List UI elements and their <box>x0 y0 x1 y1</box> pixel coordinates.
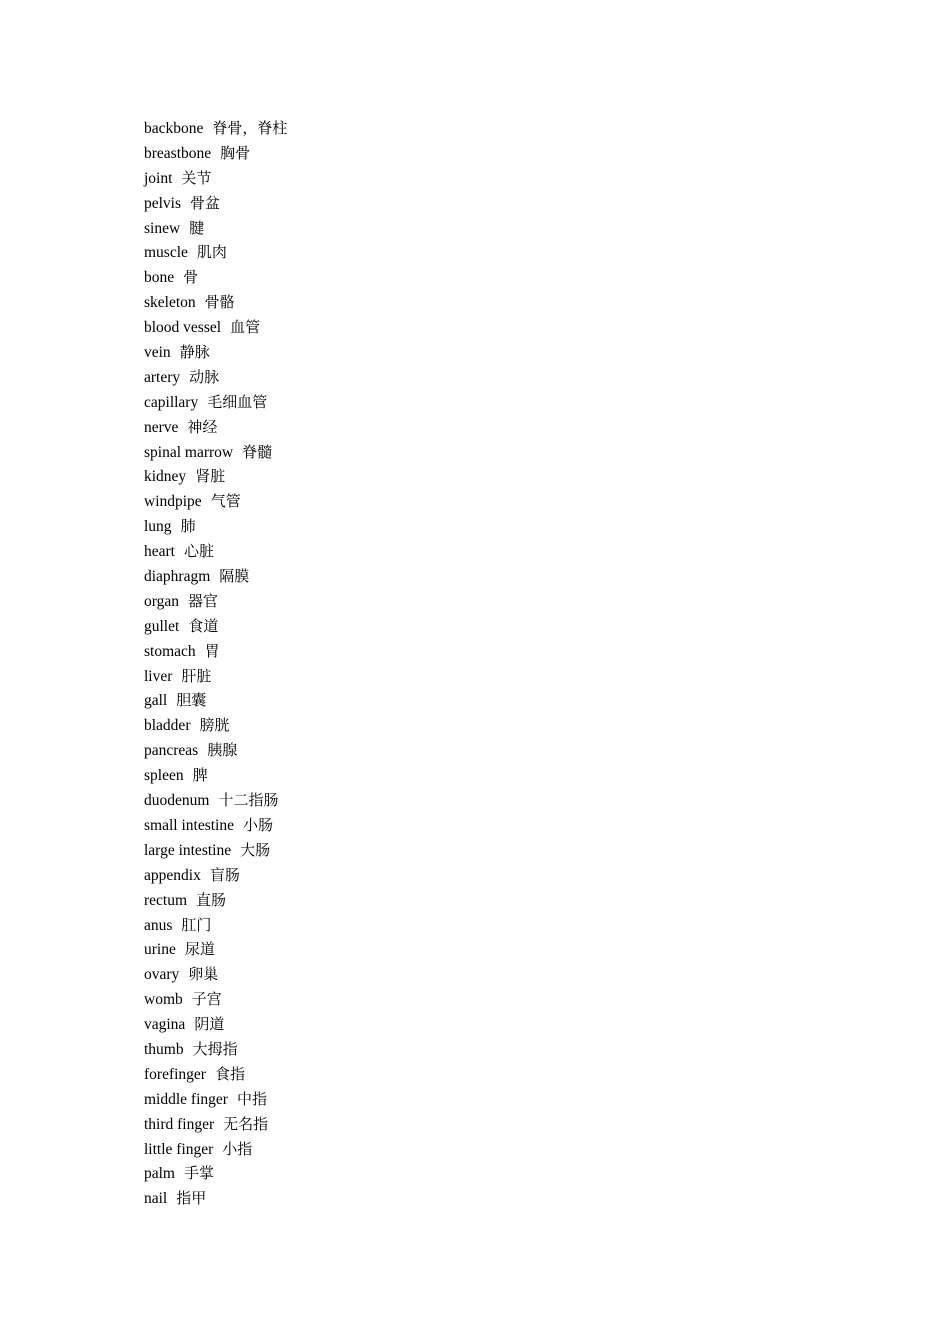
vocab-term: liver <box>144 667 173 685</box>
vocab-entry <box>144 240 287 265</box>
vocab-term: vagina <box>144 1016 186 1034</box>
vocab-translation: 关节 <box>181 168 212 187</box>
vocabulary-list <box>144 116 287 1211</box>
vocab-translation: 肌肉 <box>196 243 227 262</box>
vocab-entry <box>144 390 287 415</box>
vocab-entry <box>144 589 287 614</box>
vocab-term: heart <box>144 543 175 561</box>
vocab-term: vein <box>144 344 171 362</box>
vocab-term: diaphragm <box>144 568 211 586</box>
vocab-entry <box>144 888 287 913</box>
vocab-term: bone <box>144 269 175 287</box>
vocab-entry <box>144 514 287 539</box>
vocab-term: small intestine <box>144 816 234 834</box>
vocab-term: forefinger <box>144 1065 206 1083</box>
vocab-translation: 脾 <box>192 766 208 785</box>
vocab-translation: 动脉 <box>189 367 220 386</box>
vocab-translation: 胆囊 <box>176 691 207 710</box>
vocab-translation: 子宫 <box>191 990 222 1009</box>
vocab-term: womb <box>144 991 183 1009</box>
vocab-term: pancreas <box>144 742 199 760</box>
vocab-translation: 大拇指 <box>192 1039 238 1058</box>
vocab-translation: 食道 <box>188 616 219 635</box>
vocab-translation: 胰腺 <box>207 741 238 760</box>
vocab-entry <box>144 1087 287 1112</box>
vocab-translation: 盲肠 <box>209 865 240 884</box>
vocab-term: pelvis <box>144 194 182 212</box>
vocab-entry <box>144 688 287 713</box>
vocab-entry <box>144 639 287 664</box>
vocab-translation: 指甲 <box>176 1189 207 1208</box>
vocab-term: palm <box>144 1165 175 1183</box>
vocab-translation: 卵巢 <box>188 965 219 984</box>
vocab-entry <box>144 788 287 813</box>
vocab-entry <box>144 1012 287 1037</box>
vocab-entry <box>144 913 287 938</box>
vocab-term: gall <box>144 692 168 710</box>
vocab-term: little finger <box>144 1140 214 1158</box>
vocab-translation: 血管 <box>230 318 261 337</box>
vocab-translation: 肝脏 <box>181 666 212 685</box>
vocab-entry <box>144 365 287 390</box>
vocab-entry <box>144 315 287 340</box>
vocab-translation: 神经 <box>187 417 218 436</box>
vocab-entry <box>144 1062 287 1087</box>
vocab-term: kidney <box>144 468 187 486</box>
vocab-entry <box>144 1161 287 1186</box>
vocab-entry <box>144 738 287 763</box>
vocab-translation: 器官 <box>188 591 219 610</box>
vocab-entry <box>144 838 287 863</box>
vocab-entry <box>144 116 287 141</box>
vocab-term: nerve <box>144 418 179 436</box>
vocab-term: spleen <box>144 767 184 785</box>
vocab-translation: 小指 <box>222 1139 253 1158</box>
vocab-translation: 小肠 <box>242 815 273 834</box>
vocab-entry <box>144 614 287 639</box>
vocab-translation: 肛门 <box>181 915 212 934</box>
vocab-entry <box>144 415 287 440</box>
vocab-term: stomach <box>144 642 196 660</box>
vocab-term: backbone <box>144 120 204 137</box>
vocab-translation: 骨盆 <box>190 193 221 212</box>
vocab-entry <box>144 464 287 489</box>
vocab-term: bladder <box>144 717 191 735</box>
vocab-entry <box>144 290 287 315</box>
vocab-entry <box>144 141 287 166</box>
vocab-entry <box>144 564 287 589</box>
vocab-translation: 腱 <box>189 218 205 237</box>
vocab-translation: 隔膜 <box>219 567 250 586</box>
vocab-term: joint <box>144 169 173 187</box>
vocab-term: third finger <box>144 1115 215 1133</box>
vocab-term: appendix <box>144 866 201 884</box>
vocab-term: duodenum <box>144 792 210 810</box>
vocab-entry <box>144 763 287 788</box>
vocab-term: capillary <box>144 393 199 411</box>
vocab-term: blood vessel <box>144 319 222 337</box>
vocab-translation: 心脏 <box>183 542 214 561</box>
vocab-entry <box>144 191 287 216</box>
vocab-entry <box>144 937 287 962</box>
vocab-term: skeleton <box>144 294 196 312</box>
vocab-entry <box>144 1112 287 1137</box>
vocab-translation: 中指 <box>236 1089 267 1108</box>
vocab-entry <box>144 987 287 1012</box>
vocab-term: middle finger <box>144 1090 228 1108</box>
vocab-translation: 静脉 <box>179 343 210 362</box>
vocab-entry <box>144 216 287 241</box>
vocab-translation: 食指 <box>214 1064 245 1083</box>
vocab-term: spinal marrow <box>144 443 234 461</box>
vocab-entry <box>144 813 287 838</box>
vocab-entry <box>144 1137 287 1162</box>
vocab-entry <box>144 713 287 738</box>
vocab-translation: 肾脏 <box>195 467 226 486</box>
vocab-entry <box>144 539 287 564</box>
vocab-translation: 脊骨，脊柱 <box>212 119 288 137</box>
vocab-term: urine <box>144 941 176 959</box>
vocab-entry <box>144 340 287 365</box>
vocab-entry <box>144 664 287 689</box>
vocab-translation: 骨 <box>183 268 199 287</box>
vocab-term: lung <box>144 518 172 536</box>
vocab-translation: 胃 <box>204 641 220 660</box>
vocab-entry <box>144 440 287 465</box>
vocab-term: sinew <box>144 219 181 237</box>
vocab-translation: 肺 <box>180 517 196 536</box>
vocab-entry <box>144 962 287 987</box>
vocab-term: rectum <box>144 891 188 909</box>
vocab-term: artery <box>144 368 181 386</box>
vocab-term: gullet <box>144 617 180 635</box>
vocab-translation: 直肠 <box>196 890 227 909</box>
vocab-term: muscle <box>144 244 188 262</box>
vocab-term: breastbone <box>144 144 212 162</box>
vocab-term: windpipe <box>144 493 202 511</box>
vocab-translation: 阴道 <box>194 1015 225 1034</box>
vocab-term: large intestine <box>144 841 232 859</box>
vocab-entry <box>144 863 287 888</box>
vocab-term: organ <box>144 592 180 610</box>
vocab-translation: 无名指 <box>223 1114 269 1133</box>
vocab-translation: 膀胱 <box>199 716 230 735</box>
vocab-translation: 胸骨 <box>220 143 251 162</box>
vocab-entry <box>144 166 287 191</box>
vocab-entry <box>144 1037 287 1062</box>
vocab-term: ovary <box>144 966 180 984</box>
vocab-entry <box>144 1186 287 1211</box>
vocab-translation: 大肠 <box>240 840 271 859</box>
vocab-translation: 尿道 <box>184 940 215 959</box>
vocab-entry <box>144 265 287 290</box>
vocab-translation: 十二指肠 <box>218 791 279 810</box>
vocab-term: thumb <box>144 1040 184 1058</box>
vocab-translation: 毛细血管 <box>207 392 268 411</box>
vocab-translation: 手掌 <box>184 1164 215 1183</box>
vocab-entry <box>144 489 287 514</box>
vocab-translation: 骨骼 <box>204 293 235 312</box>
vocab-term: nail <box>144 1190 168 1208</box>
vocab-translation: 脊髓 <box>242 442 273 461</box>
vocab-translation: 气管 <box>210 492 241 511</box>
vocab-term: anus <box>144 916 173 934</box>
